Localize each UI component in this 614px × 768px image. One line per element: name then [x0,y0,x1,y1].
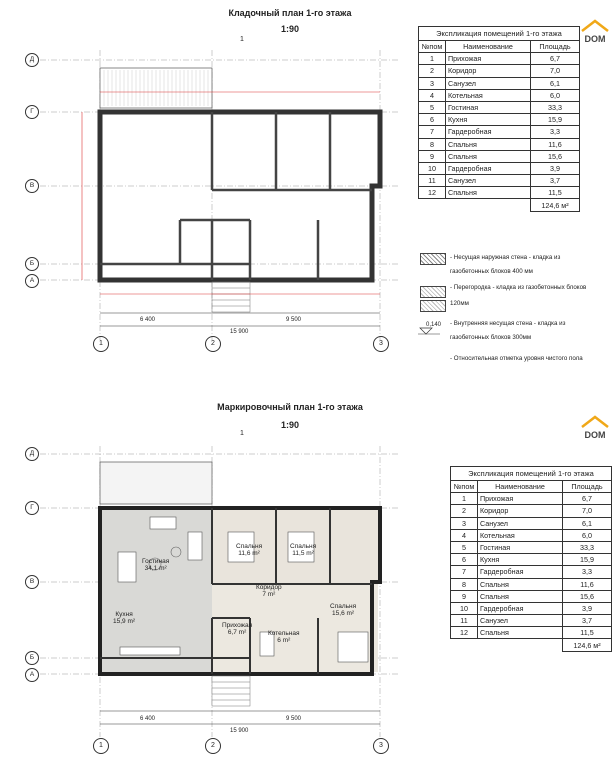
svg-text:DOM: DOM [584,430,606,440]
table-row [451,615,612,627]
cell: 10 [451,602,478,614]
dom-logo-bottom [578,414,612,442]
table-row [451,554,612,566]
table-row [419,175,580,187]
axis-bubble-3: 3 [373,738,389,754]
svg-text:DOM: DOM [584,34,606,44]
table-row [451,529,612,541]
dom-house-icon [578,414,612,442]
cell: 10 [419,162,446,174]
axis-bubble-v: В [25,179,39,193]
table-row [419,53,580,65]
cell: 11 [419,175,446,187]
table-header: №пом [419,41,446,53]
cell: 3,3 [531,126,580,138]
legend-text: газобетонных блоков 400 мм [450,268,533,275]
table-total-row [419,199,580,211]
axis-bubble-g: Г [25,105,39,119]
cell: Спальня [446,187,531,199]
cell: 3,9 [563,602,612,614]
dim-15900: 15 900 [230,329,249,335]
table-total-row [451,639,612,651]
cell: 12 [451,627,478,639]
cell: 3 [419,77,446,89]
top-plan-scale: 1:90 [280,24,299,34]
cell: Гардеробная [446,162,531,174]
cell: Санузел [446,175,531,187]
table-row [451,541,612,553]
room-label: Кухня 15,9 m² [113,611,136,625]
section-mark-top: 1 [240,36,244,43]
cell: Спальня [478,578,563,590]
cell: 3,3 [563,566,612,578]
table-caption: Экспликация помещений 1-го этажа [419,27,580,41]
cell: Гардеробная [478,566,563,578]
cell: Гостиная [478,541,563,553]
room-label: Котельная 6 m² [268,630,300,644]
cell: Котельная [446,89,531,101]
dim-9500: 9 500 [286,317,302,323]
cell: 6,1 [531,77,580,89]
legend-text: - Внутренняя несущая стена - кладка из [450,320,566,327]
table-row [451,578,612,590]
table-row [419,187,580,199]
cell: 1 [419,53,446,65]
axis-bubble-v: В [25,575,39,589]
cell: 5 [419,101,446,113]
cell: 8 [419,138,446,150]
cell: 11 [451,615,478,627]
cell: 15,6 [531,150,580,162]
table-header: Площадь [531,41,580,53]
table-header: Площадь [563,481,612,493]
cell: 2 [419,65,446,77]
dim-9500: 9 500 [286,716,302,722]
total-area: 124,6 м² [563,639,612,651]
cell: 15,9 [563,554,612,566]
cell: Санузел [478,517,563,529]
table-row [419,114,580,126]
legend-swatch-exterior [420,253,446,265]
legend-text: - Перегородка - кладка из газобетонных блоков [450,284,587,291]
table-header: Наименование [446,41,531,53]
dim-6400: 6 400 [140,716,156,722]
cell: 6 [451,554,478,566]
table-row [451,590,612,602]
cell: Прихожая [478,493,563,505]
cell: 8 [451,578,478,590]
cell: 6,0 [531,89,580,101]
cell: Гардеробная [446,126,531,138]
top-floor-plan-drawing [0,30,414,360]
dom-house-icon [578,18,612,46]
axis-bubble-1: 1 [93,336,109,352]
cell: Котельная [478,529,563,541]
cell: Спальня [446,150,531,162]
cell: 6,0 [563,529,612,541]
legend-text: - Несущая наружная стена - кладка из [450,254,561,261]
table-row [419,65,580,77]
table-row [419,162,580,174]
cell: Гостиная [446,101,531,113]
cell: Прихожая [446,53,531,65]
axis-bubble-1: 1 [93,738,109,754]
table-caption: Экспликация помещений 1-го этажа [451,467,612,481]
table-row [451,602,612,614]
cell: Санузел [478,615,563,627]
table-header: Наименование [478,481,563,493]
table-row [419,138,580,150]
room-label: Гостиная 34,1 m² [142,558,170,572]
axis-bubble-a: А [25,274,39,288]
table-row [419,77,580,89]
room-label: Спальня 11,6 m² [236,543,263,557]
cell: 2 [451,505,478,517]
cell: Коридор [446,65,531,77]
cell: 5 [451,541,478,553]
table-row [451,627,612,639]
dom-logo-top [578,18,612,46]
cell: Спальня [446,138,531,150]
cell: 11,5 [563,627,612,639]
bottom-plan-title: Маркировочный план 1-го этажа [217,402,363,412]
cell: 33,3 [563,541,612,553]
cell: 4 [419,89,446,101]
legend-swatch-partition-2 [420,300,446,312]
cell: Санузел [446,77,531,89]
cell: 3,7 [531,175,580,187]
axis-bubble-b: Б [25,651,39,665]
legend-text: - Относительная отметка уровня чистого пола [450,355,583,362]
bottom-plan-scale: 1:90 [280,420,299,430]
explication-table-bottom [450,466,612,652]
cell: 3,7 [563,615,612,627]
cell: Кухня [446,114,531,126]
axis-bubble-g: Г [25,501,39,515]
legend-text: газобетонных блоков 300мм [450,334,532,341]
legend-swatch-partition [420,286,446,298]
axis-bubble-d: Д [25,447,39,461]
elevation-value: 0,140 [426,322,442,328]
table-row [419,101,580,113]
room-label: Спальня 11,5 m² [290,543,317,557]
cell: 6 [419,114,446,126]
cell: 7 [451,566,478,578]
axis-bubble-d: Д [25,53,39,67]
explication-table-top [418,26,580,212]
axis-bubble-3: 3 [373,336,389,352]
table-header: №пом [451,481,478,493]
dim-15900: 15 900 [230,728,249,734]
cell: 15,6 [563,590,612,602]
cell: 6,7 [531,53,580,65]
cell: Коридор [478,505,563,517]
cell: Кухня [478,554,563,566]
cell: 7,0 [563,505,612,517]
table-row [451,493,612,505]
axis-bubble-2: 2 [205,738,221,754]
table-row [419,150,580,162]
room-label: Коридор 7 m² [256,584,282,598]
cell: 1 [451,493,478,505]
cell: Спальня [478,590,563,602]
cell: 4 [451,529,478,541]
cell: 33,3 [531,101,580,113]
axis-bubble-a: А [25,668,39,682]
cell: 3,9 [531,162,580,174]
legend-text: 120мм [450,300,469,307]
table-row [451,505,612,517]
cell: Спальня [478,627,563,639]
cell: 15,9 [531,114,580,126]
cell: 9 [419,150,446,162]
room-label: Прихожая 6,7 m² [222,622,253,636]
table-row [451,517,612,529]
cell: 6,7 [563,493,612,505]
total-area: 124,6 м² [531,199,580,211]
axis-bubble-b: Б [25,257,39,271]
dim-6400: 6 400 [140,317,156,323]
cell: 12 [419,187,446,199]
cell: 7 [419,126,446,138]
room-label: Спальня 15,6 m² [330,603,357,617]
cell: 9 [451,590,478,602]
cell: Гардеробная [478,602,563,614]
axis-bubble-2: 2 [205,336,221,352]
cell: 11,5 [531,187,580,199]
cell: 11,6 [531,138,580,150]
bottom-floor-plan-drawing [0,432,414,752]
cell: 6,1 [563,517,612,529]
table-row [419,89,580,101]
table-row [451,566,612,578]
table-row [419,126,580,138]
cell: 3 [451,517,478,529]
cell: 7,0 [531,65,580,77]
cell: 11,6 [563,578,612,590]
top-plan-title: Кладочный план 1-го этажа [228,8,352,18]
section-mark-bottom: 1 [240,430,244,437]
